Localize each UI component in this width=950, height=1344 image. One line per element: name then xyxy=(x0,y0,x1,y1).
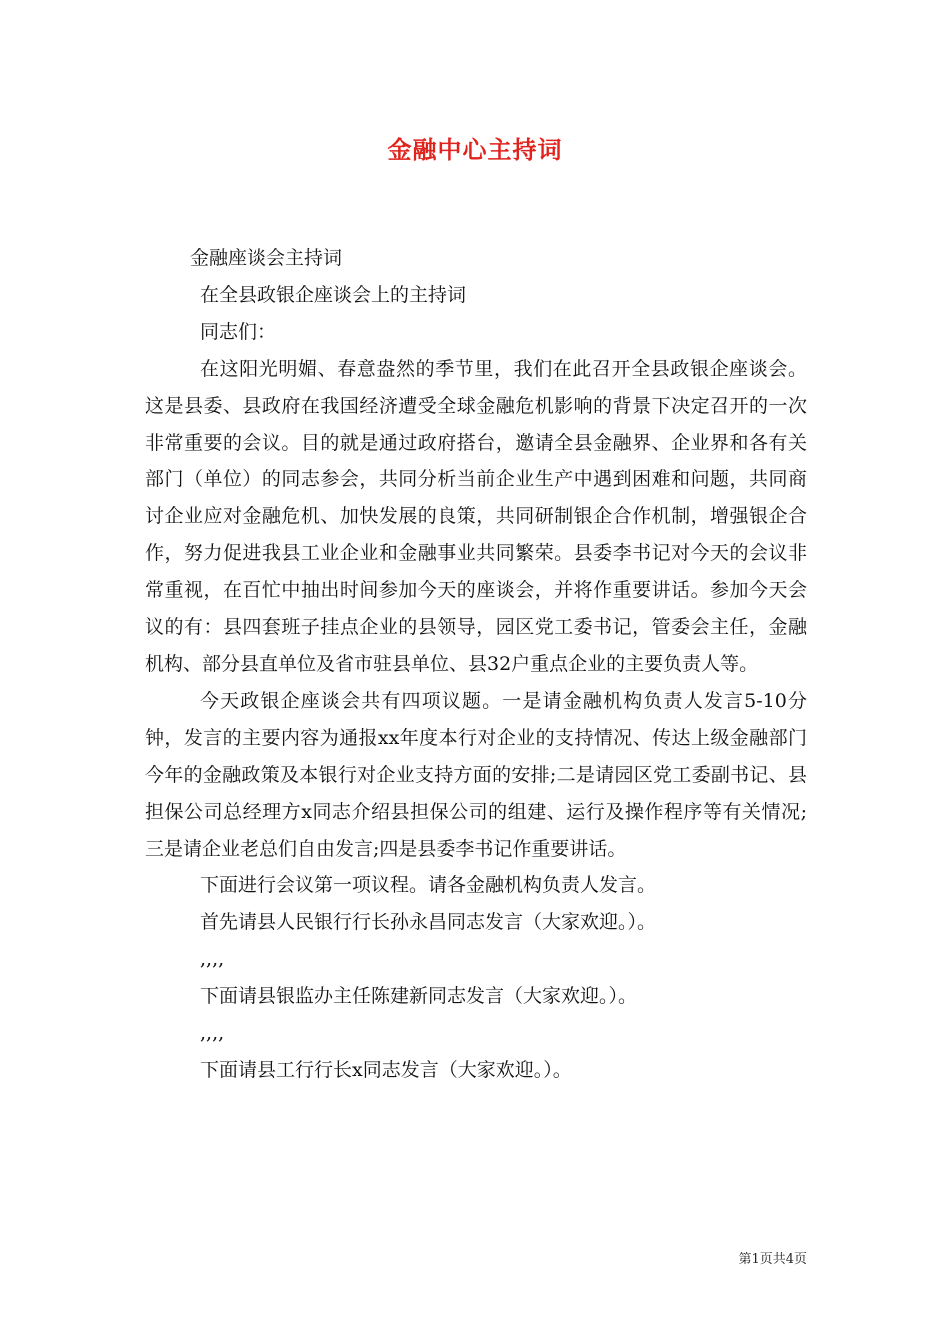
speaker-line-3: 下面请县工行行长x同志发言（大家欢迎。）。 xyxy=(200,1058,572,1081)
ellipsis-line-1: ,,,, xyxy=(200,948,225,971)
document-body xyxy=(145,240,807,1089)
document-title: 金融中心主持词 xyxy=(387,135,563,164)
heading-line-2: 在全县政银企座谈会上的主持词 xyxy=(200,283,467,306)
speaker-line-1: 首先请县人民银行行长孙永昌同志发言（大家欢迎。）。 xyxy=(200,911,657,934)
paragraph-1: 在这阳光明媚、春意盎然的季节里，我们在此召开全县政银企座谈会。这是县委、县政府在我国经济遭受全球金融危机影响的背景下决定召开的一次非常重要的会议。目的就是通过政府搭台，邀请全县金融界、企业界和各有关部门（单位）的同志参会，共同分析当前企业生产中遇到困难和问题，共同商讨企业应对金融危机、加快发展的良策，共同研制银企合作机制，增强银企合作，努力促进我县工业企业和金融事业共同繁荣。县委李书记对今天的会议非常重视，在百忙中抽出时间参加今天的座谈会，并将作重要讲话。参加今天会议的有：县四套班子挂点企业的县领导，园区党工委书记，管委会主任，金融机构、部分县直单位及省市驻县单位、县32户重点企业的主要负责人等。 xyxy=(145,357,807,675)
page-number-footer: 第1页共4页 xyxy=(738,1252,807,1267)
heading-line-1: 金融座谈会主持词 xyxy=(190,247,343,269)
speaker-line-2: 下面请县银监办主任陈建新同志发言（大家欢迎。）。 xyxy=(200,985,638,1008)
ellipsis-line-2: ,,,, xyxy=(200,1022,225,1045)
agenda-line: 下面进行会议第一项议程。请各金融机构负责人发言。 xyxy=(200,874,657,897)
paragraph-2: 今天政银企座谈会共有四项议题。一是请金融机构负责人发言5-10分钟，发言的主要内容为通报xx年度本行对企业的支持情况、传达上级金融部门今年的金融政策及本银行对企业支持方面的安排;二是请园区党工委副书记、县担保公司总经理方x同志介绍县担保公司的组建、运行及操作程序等有关情况;三是请企业老总们自由发言;四是县委李书记作重要讲话。 xyxy=(145,689,807,860)
salutation: 同志们： xyxy=(200,320,277,343)
